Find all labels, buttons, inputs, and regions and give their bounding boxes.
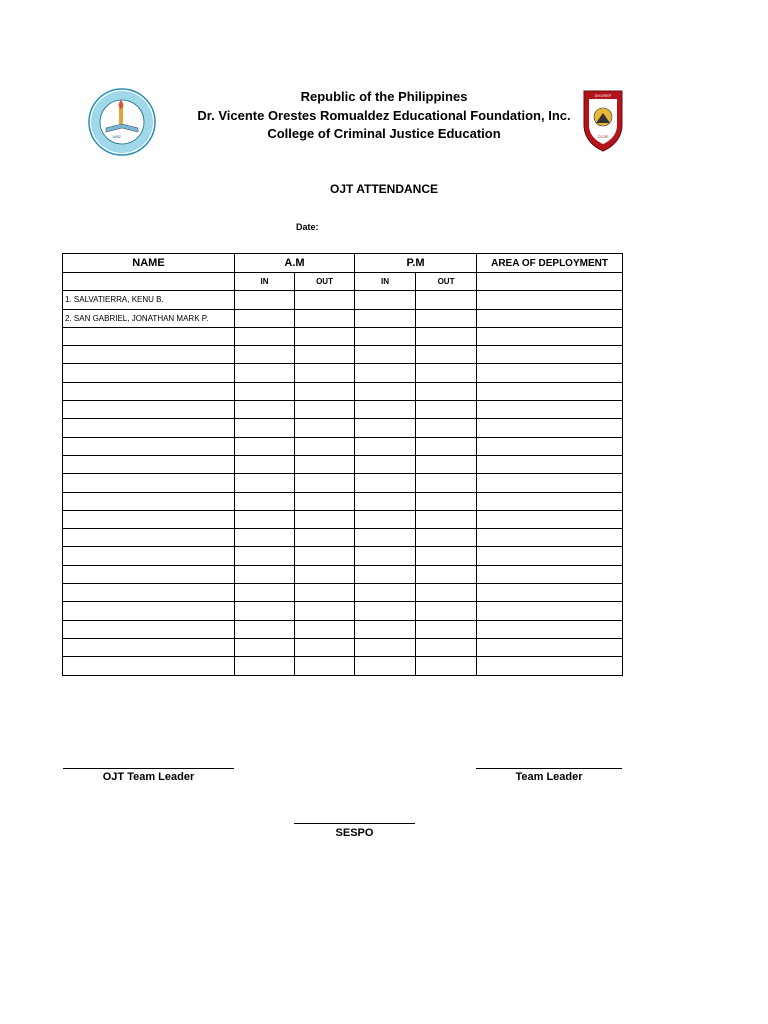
cell-area xyxy=(477,602,623,620)
cell-am-in xyxy=(235,309,295,327)
cell-pm-in xyxy=(355,382,416,400)
cell-pm-out xyxy=(416,547,477,565)
cell-am-in xyxy=(235,638,295,656)
cell-name xyxy=(63,529,235,547)
table-header-row xyxy=(63,254,623,273)
col-header-area: AREA OF DEPLOYMENT xyxy=(477,254,623,273)
cell-am-out xyxy=(295,382,355,400)
subheader-am-in: IN xyxy=(235,273,295,291)
cell-am-out xyxy=(295,437,355,455)
cell-name xyxy=(63,510,235,528)
cell-area xyxy=(477,382,623,400)
cell-pm-out xyxy=(416,510,477,528)
table-row xyxy=(63,638,623,656)
cell-am-out xyxy=(295,291,355,309)
cell-pm-in xyxy=(355,510,416,528)
table-row xyxy=(63,455,623,473)
table-row xyxy=(63,657,623,675)
cell-pm-out xyxy=(416,565,477,583)
table-row xyxy=(63,401,623,419)
table-row xyxy=(63,346,623,364)
cell-am-in xyxy=(235,492,295,510)
cell-am-out xyxy=(295,565,355,583)
cell-pm-out xyxy=(416,309,477,327)
table-row xyxy=(63,327,623,345)
cell-am-in xyxy=(235,327,295,345)
cell-am-out xyxy=(295,510,355,528)
cell-area xyxy=(477,657,623,675)
table-row xyxy=(63,492,623,510)
cell-area xyxy=(477,565,623,583)
cell-pm-in xyxy=(355,327,416,345)
cell-pm-out xyxy=(416,474,477,492)
header-college: College of Criminal Justice Education xyxy=(267,126,501,141)
cell-am-in xyxy=(235,510,295,528)
subheader-blank xyxy=(63,273,235,291)
cell-name: 2. SAN GABRIEL, JONATHAN MARK P. xyxy=(63,309,235,327)
cell-name xyxy=(63,584,235,602)
attendance-table xyxy=(62,253,623,676)
cell-pm-out xyxy=(416,437,477,455)
cell-am-out xyxy=(295,584,355,602)
cell-am-out xyxy=(295,657,355,675)
cell-am-in xyxy=(235,584,295,602)
cell-pm-in xyxy=(355,638,416,656)
cell-name xyxy=(63,364,235,382)
cell-am-in xyxy=(235,620,295,638)
criminology-shield-icon xyxy=(582,87,624,153)
table-row xyxy=(63,291,623,309)
cell-name xyxy=(63,327,235,345)
col-header-pm: P.M xyxy=(355,254,477,273)
cell-name xyxy=(63,346,235,364)
cell-name xyxy=(63,437,235,455)
table-row xyxy=(63,437,623,455)
cell-area xyxy=(477,510,623,528)
cell-area xyxy=(477,437,623,455)
signature-label-team-leader: Team Leader xyxy=(515,771,583,783)
cell-am-in xyxy=(235,419,295,437)
cell-am-in xyxy=(235,364,295,382)
date-label: Date: xyxy=(296,222,319,232)
cell-name xyxy=(63,657,235,675)
table-row xyxy=(63,602,623,620)
cell-pm-in xyxy=(355,529,416,547)
table-row xyxy=(63,510,623,528)
signature-line-team-leader xyxy=(476,768,622,769)
cell-am-out xyxy=(295,309,355,327)
cell-area xyxy=(477,419,623,437)
cell-area xyxy=(477,620,623,638)
table-row xyxy=(63,364,623,382)
cell-area xyxy=(477,327,623,345)
cell-pm-out xyxy=(416,529,477,547)
subheader-pm-in: IN xyxy=(355,273,416,291)
cell-pm-in xyxy=(355,565,416,583)
cell-area xyxy=(477,638,623,656)
cell-am-in xyxy=(235,565,295,583)
cell-am-in xyxy=(235,657,295,675)
cell-am-out xyxy=(295,401,355,419)
cell-pm-in xyxy=(355,309,416,327)
table-subheader-row xyxy=(63,273,623,291)
cell-am-in xyxy=(235,529,295,547)
cell-pm-out xyxy=(416,657,477,675)
cell-pm-out xyxy=(416,638,477,656)
header-republic: Republic of the Philippines xyxy=(300,89,468,104)
subheader-area-blank xyxy=(477,273,623,291)
cell-pm-out xyxy=(416,382,477,400)
seal-year: 1952 xyxy=(112,134,121,139)
cell-pm-in xyxy=(355,401,416,419)
cell-name xyxy=(63,492,235,510)
shield-bottom-text: CCJE xyxy=(597,134,609,139)
table-row xyxy=(63,620,623,638)
table-row xyxy=(63,529,623,547)
subheader-pm-out: OUT xyxy=(416,273,477,291)
cell-am-out xyxy=(295,602,355,620)
cell-pm-out xyxy=(416,455,477,473)
cell-name xyxy=(63,547,235,565)
cell-am-out xyxy=(295,638,355,656)
cell-am-in xyxy=(235,474,295,492)
cell-am-out xyxy=(295,620,355,638)
cell-pm-in xyxy=(355,620,416,638)
shield-top-text: DVOREF xyxy=(594,93,612,98)
cell-pm-in xyxy=(355,419,416,437)
cell-name xyxy=(63,419,235,437)
cell-am-in xyxy=(235,346,295,364)
subheader-am-out: OUT xyxy=(295,273,355,291)
cell-pm-in xyxy=(355,657,416,675)
cell-area xyxy=(477,401,623,419)
cell-pm-in xyxy=(355,346,416,364)
cell-area xyxy=(477,529,623,547)
cell-am-out xyxy=(295,474,355,492)
cell-pm-in xyxy=(355,584,416,602)
cell-am-out xyxy=(295,327,355,345)
table-row xyxy=(63,565,623,583)
cell-pm-out xyxy=(416,602,477,620)
cell-area xyxy=(477,364,623,382)
cell-pm-in xyxy=(355,291,416,309)
cell-pm-out xyxy=(416,327,477,345)
cell-name xyxy=(63,602,235,620)
cell-name xyxy=(63,382,235,400)
cell-pm-out xyxy=(416,346,477,364)
signature-label-sespo: SESPO xyxy=(335,827,374,839)
cell-am-out xyxy=(295,455,355,473)
table-row xyxy=(63,382,623,400)
cell-am-out xyxy=(295,419,355,437)
cell-pm-in xyxy=(355,437,416,455)
cell-am-in xyxy=(235,455,295,473)
cell-area xyxy=(477,584,623,602)
table-row xyxy=(63,419,623,437)
cell-area xyxy=(477,455,623,473)
cell-am-in xyxy=(235,382,295,400)
cell-pm-out xyxy=(416,492,477,510)
cell-area xyxy=(477,346,623,364)
cell-pm-in xyxy=(355,602,416,620)
cell-pm-out xyxy=(416,620,477,638)
cell-pm-out xyxy=(416,584,477,602)
cell-name xyxy=(63,474,235,492)
cell-name xyxy=(63,401,235,419)
header-foundation: Dr. Vicente Orestes Romualdez Educational Foundation, Inc. xyxy=(197,108,571,123)
table-row xyxy=(63,309,623,327)
cell-area xyxy=(477,474,623,492)
col-header-am: A.M xyxy=(235,254,355,273)
cell-pm-out xyxy=(416,364,477,382)
cell-pm-in xyxy=(355,364,416,382)
cell-am-in xyxy=(235,291,295,309)
cell-area xyxy=(477,291,623,309)
page-title: OJT ATTENDANCE xyxy=(330,182,438,196)
cell-am-out xyxy=(295,346,355,364)
cell-name: 1. SALVATIERRA, KENU B. xyxy=(63,291,235,309)
cell-area xyxy=(477,492,623,510)
table-row xyxy=(63,547,623,565)
cell-am-in xyxy=(235,547,295,565)
cell-pm-in xyxy=(355,474,416,492)
cell-pm-in xyxy=(355,455,416,473)
cell-am-out xyxy=(295,547,355,565)
cell-am-in xyxy=(235,437,295,455)
cell-area xyxy=(477,309,623,327)
cell-name xyxy=(63,620,235,638)
cell-pm-in xyxy=(355,492,416,510)
signature-line-ojt-team-leader xyxy=(63,768,234,769)
cell-name xyxy=(63,565,235,583)
cell-am-in xyxy=(235,401,295,419)
table-row xyxy=(63,474,623,492)
cell-pm-in xyxy=(355,547,416,565)
cell-pm-out xyxy=(416,401,477,419)
signature-line-sespo xyxy=(294,823,415,824)
cell-area xyxy=(477,547,623,565)
table-row xyxy=(63,584,623,602)
cell-am-out xyxy=(295,364,355,382)
col-header-name: NAME xyxy=(63,254,235,273)
cell-am-in xyxy=(235,602,295,620)
cell-am-out xyxy=(295,529,355,547)
cell-name xyxy=(63,638,235,656)
school-seal-icon xyxy=(88,88,156,156)
cell-am-out xyxy=(295,492,355,510)
cell-pm-out xyxy=(416,291,477,309)
signature-label-ojt-team-leader: OJT Team Leader xyxy=(102,771,195,783)
cell-pm-out xyxy=(416,419,477,437)
cell-name xyxy=(63,455,235,473)
